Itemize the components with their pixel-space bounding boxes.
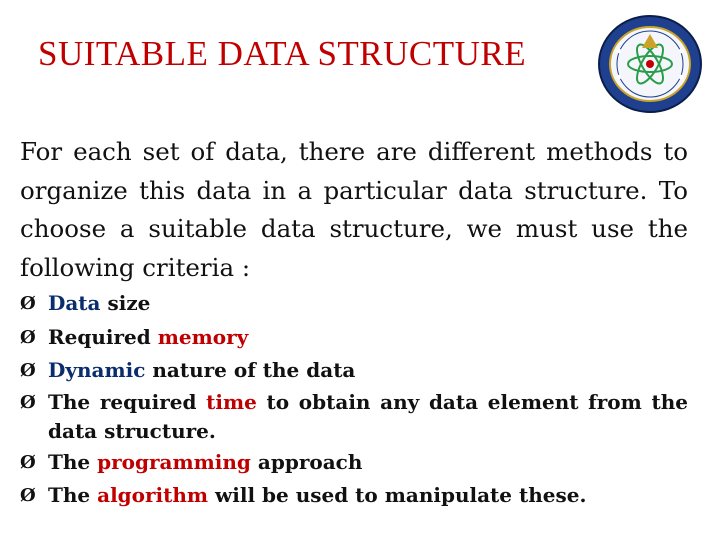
intro-paragraph: For each set of data, there are different methods to organize this data in a particular data structure. To choose a suitable data structure, we must use the following criteria : [20,137,688,282]
slide-title: SUITABLE DATA STRUCTURE [38,34,527,73]
criterion-keyword: programming [97,449,251,474]
criterion-keyword: algorithm [97,483,209,507]
arrow-bullet-icon: Ø [20,326,36,348]
criterion-programming-approach [20,446,688,480]
criterion-keyword: time [206,389,257,414]
criterion-keyword: Data [48,291,101,315]
criterion-algorithm [20,479,688,513]
criterion-keyword: memory [157,324,249,349]
arrow-bullet-icon: Ø [20,485,36,506]
arrow-bullet-icon: Ø [20,293,36,314]
criterion-keyword: Dynamic [48,358,146,382]
criterion-dynamic-nature [20,354,688,388]
criterion-text: Data size [48,291,151,315]
arrow-bullet-icon: Ø [20,451,36,473]
criterion-text: The algorithm will be used to manipulate these. [48,483,587,507]
criterion-text: Required memory [48,324,249,349]
criterion-text: The required time to obtain any data element from the data structure. [48,389,688,443]
arrow-bullet-icon: Ø [20,360,36,381]
criterion-text: The programming approach [48,449,363,474]
criterion-text: Dynamic nature of the data [48,358,356,382]
criterion-data-size [20,287,688,321]
criterion-memory [20,321,688,355]
criteria-list [20,287,688,513]
arrow-bullet-icon: Ø [20,391,36,413]
university-seal-icon [596,14,704,114]
criterion-access-time [20,388,688,446]
